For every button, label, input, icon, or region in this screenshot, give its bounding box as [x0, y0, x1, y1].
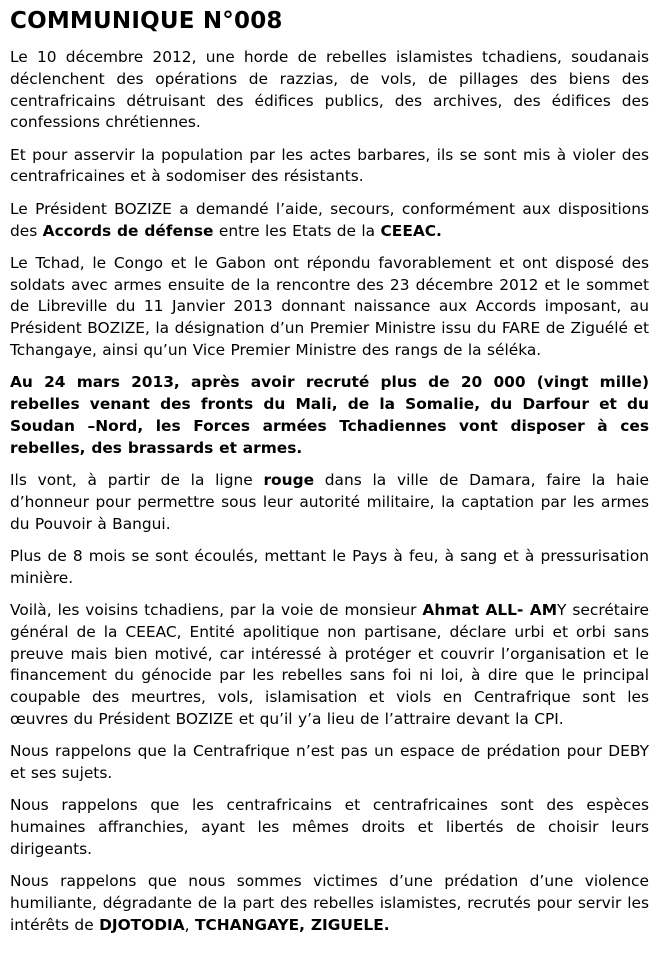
bold-text-run: Accords de défense: [42, 221, 214, 240]
paragraph-11: [10, 871, 649, 936]
text-run: Nous rappelons que nous sommes victimes d’une prédation d’une violence humiliante, dégradante de la part des rebelles islamistes, recrutés pour servir les intérêts de: [10, 872, 649, 934]
bold-text-run: DJOTODIA: [99, 915, 185, 934]
paragraph-9: [10, 741, 649, 785]
bold-text-run: Ahmat ALL- AM: [422, 601, 558, 620]
paragraph-5: [10, 372, 649, 459]
paragraph-6: [10, 470, 649, 535]
text-run: dans la ville de Damara, faire la haie d’honneur pour permettre sous leur autorité militaire, la captation par les armes du Pouvoir à Bangui.: [10, 471, 650, 533]
paragraph-2: [10, 145, 649, 189]
paragraph-10: [10, 795, 649, 860]
paragraph-3: [10, 199, 649, 243]
text-run: entre les Etats de la: [213, 221, 381, 240]
text-run: Voilà, les voisins tchadiens, par la voie de monsieur: [10, 601, 423, 620]
document-title: COMMUNIQUE N°008: [10, 8, 283, 34]
text-run: Le 10 décembre 2012, une horde de rebelles islamistes tchadiens, soudanais déclenchent des opérations de razzias, de vols, de pillages des biens des centrafricains détruisant des édifices publics, des archives, des édifices des confessions chrétiennes.: [10, 48, 649, 132]
bold-text-run: CEEAC.: [380, 221, 442, 240]
bold-text-run: TCHANGAYE, ZIGUELE.: [194, 915, 390, 934]
text-run: Et pour asservir la population par les actes barbares, ils se sont mis à violer des centrafricaines et à sodomiser des résistants.: [10, 145, 649, 186]
text-run: Plus de 8 mois se sont écoulés, mettant le Pays à feu, à sang et à pressurisation minière.: [10, 546, 649, 587]
text-run: Nous rappelons que la Centrafrique n’est pas un espace de prédation pour DEBY et ses sujets.: [10, 742, 649, 783]
paragraph-1: [10, 47, 649, 134]
text-run: Nous rappelons que les centrafricains et centrafricaines sont des espèces humaines affranchies, ayant les mêmes droits et libertés de choisir leurs dirigeants.: [10, 796, 649, 858]
paragraph-4: [10, 253, 649, 362]
text-run: Ils vont, à partir de la ligne: [10, 471, 264, 490]
bold-text-run: Au 24 mars 2013, après avoir recruté plus de 20 000 (vingt mille) rebelles venant des fronts du Mali, de la Somalie, du Darfour et du Soudan –Nord, les Forces armées Tchadiennes vont disposer à ces rebelles, des brassards et armes.: [10, 373, 649, 457]
text-run: Le Tchad, le Congo et le Gabon ont répondu favorablement et ont disposé des soldats avec armes ensuite de la rencontre des 23 décembre 2012 et le sommet de Libreville du 11 Janvier 2013 donnant naissance aux Accords imposant, au Président BOZIZE, la désignation d’un Premier Ministre issu du FARE de Ziguélé et Tchangaye, ainsi qu’un Vice Premier Ministre des rangs de la séléka.: [10, 253, 649, 360]
paragraph-8: [10, 600, 649, 731]
text-run: Le Président BOZIZE a demandé l’aide, secours, conformément aux dispositions des: [10, 199, 649, 240]
bold-text-run: rouge: [263, 471, 315, 490]
paragraph-7: [10, 546, 649, 590]
document-body: [10, 47, 649, 937]
text-run: ,: [184, 915, 195, 934]
text-run: Y secrétaire général de la CEEAC, Entité apolitique non partisane, déclare urbi et orbi sans preuve mais bien motivé, car intéressé à protéger et couvrir l’organisation et le financement du génocide par les rebelles sans foi ni loi, à dire que le principal coupable des meurtres, vols, islamisation et viols en Centrafrique sont les œuvres du Président BOZIZE et qu’il y’a lieu de l’attraire devant la CPI.: [10, 601, 649, 729]
